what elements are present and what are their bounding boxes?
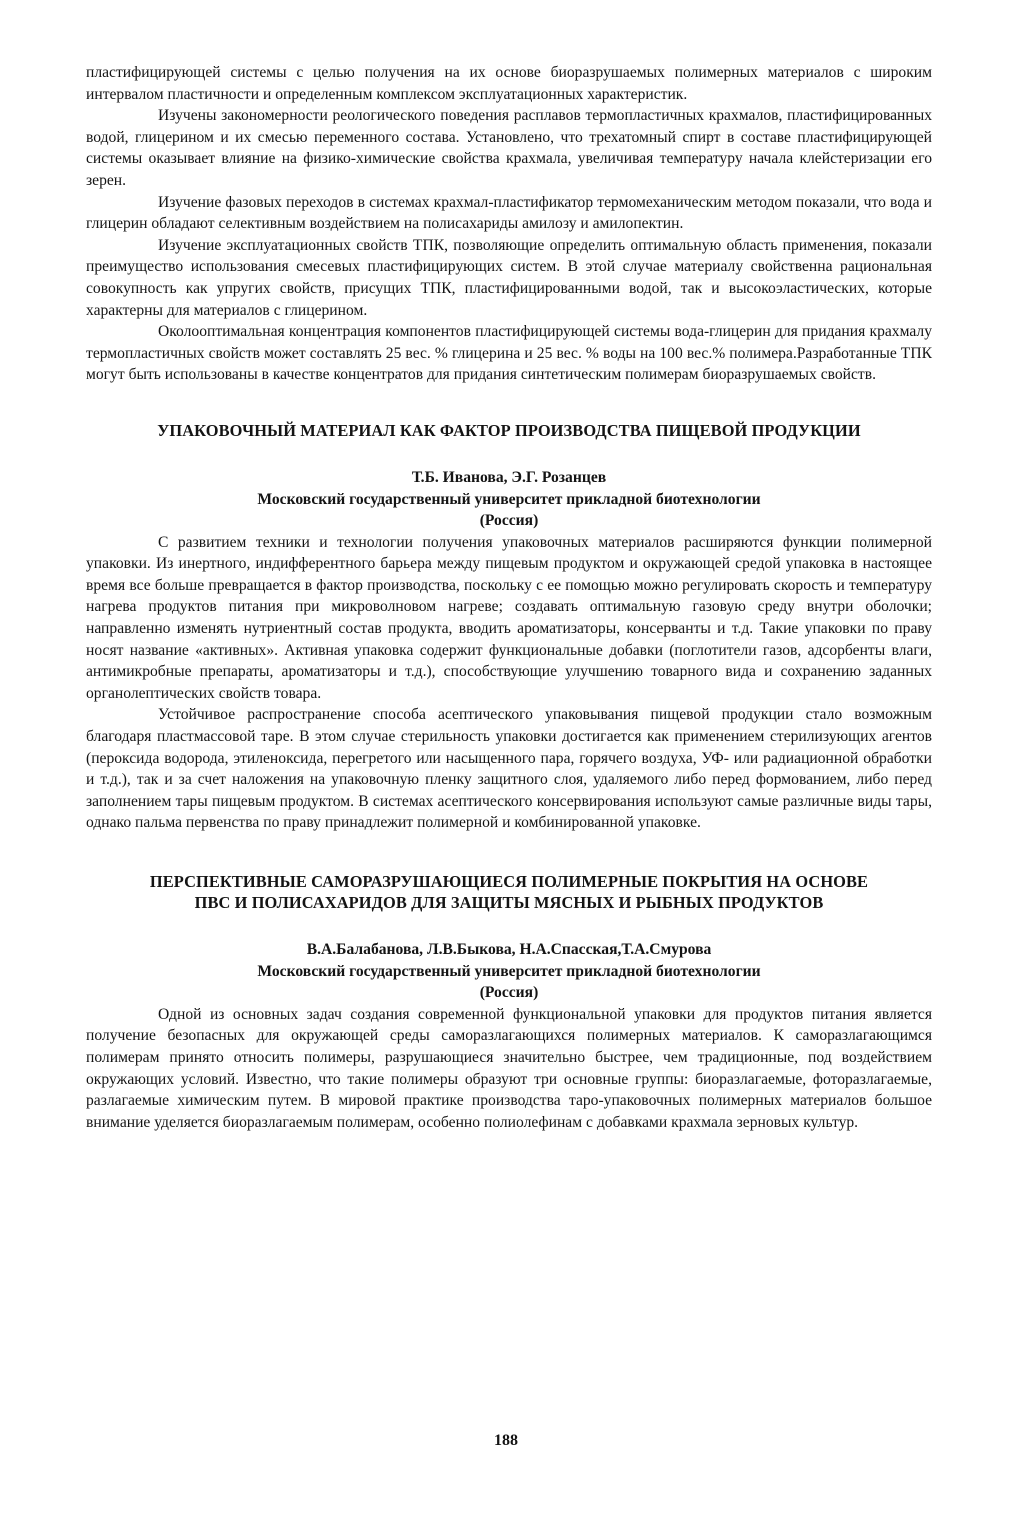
article-title: УПАКОВОЧНЫЙ МАТЕРИАЛ КАК ФАКТОР ПРОИЗВОДСТВА ПИЩЕВОЙ ПРОДУКЦИИ: [157, 420, 861, 440]
intro-paragraph-1: пластифицирующей системы с целью получения на их основе биоразрушаемых полимерных материалов с широким интервалом пластичности и определенным комплексом эксплуатационных характеристик.: [86, 64, 932, 103]
article-packaging: [86, 420, 932, 834]
article-authors-coatings: В.А.Балабанова, Л.В.Быкова, Н.А.Спасская,Т.А.Смурова: [306, 941, 712, 958]
article-paragraph-2: Устойчивое распространение способа асептического упаковывания пищевой продукции стало возможным благодаря пластмассовой таре. В этом случае стерильность упаковки достигается как применением стерилизующих агентов (пероксида водорода, этиленоксида, перегретого или насыщенного пара, горячего воздуха, УФ- или радиационной обработки и т.д.), так и за счет наложения на упаковочную пленку защитного слоя, удаляемого либо перед формованием, либо перед заполнением тары пищевым продуктом. В системах асептического консервирования используют самые различные виды тары, однако пальма первенства по праву принадлежит полимерной и комбинированной упаковке.: [86, 706, 932, 832]
page-content: [86, 62, 932, 1133]
intro-paragraph-3: Изучение фазовых переходов в системах крахмал-пластификатор термомеханическим методом показали, что вода и глицерин обладают селективным воздействием на полисахариды амилозу и амилопектин.: [86, 193, 932, 233]
article-paragraph-coatings: Одной из основных задач создания современной функциональной упаковки для продуктов питания является получение безопасных для окружающей среды саморазлагающихся полимерных материалов. К саморазлагающимся полимерам принято относить полимеры, разрушающиеся значительно быстрее, чем традиционные, под воздействием окружающих условий. Известно, что такие полимеры образуют три основные группы: биоразлагаемые, фоторазлагаемые, разлагаемые химическим путем. В мировой практике производства таро-упаковочных полимерных материалов большое внимание уделяется биоразлагаемым полимерам, особенно полиолефинам с добавками крахмала зерновых культур.: [86, 1005, 932, 1131]
article-paragraph-1: С развитием техники и технологии получения упаковочных материалов расширяются функции полимерной упаковки. Из инертного, индифферентного барьера между пищевым продуктом и окружающей средой упаковка в настоящее время все больше превращается в фактор производства, поскольку с ее помощью можно регулировать скорость и температуру нагрева продуктов питания при микроволновом нагреве; создавать оптимальную газовую среду внутри оболочки; направленно изменять нутриентный состав продукта, вводить ароматизаторы, консерванты и т.д. Такие упаковки по праву носят название «активных». Активная упаковка содержит функциональные добавки (поглотители газов, адсорбенты влаги, антимикробные препараты, ароматизаторы и т.д.), способствующие улучшению товарного вида и сохранению заданных органолептических свойств товара.: [86, 533, 932, 702]
article-title-line-2: ПВС И ПОЛИСАХАРИДОВ ДЛЯ ЗАЩИТЫ МЯСНЫХ И РЫБНЫХ ПРОДУКТОВ: [194, 893, 824, 912]
article-affiliation-coatings: Московский государственный университет прикладной биотехнологии: [257, 962, 761, 980]
article-authors: Т.Б. Иванова, Э.Г. Розанцев: [411, 468, 607, 486]
intro-paragraph-5: Околооптимальная концентрация компонентов пластифицирующей системы вода-глицерин для придания крахмалу термопластичных свойств может составлять 25 вес. % глицерина и 25 вес. % воды на 100 вес.% полимера.Разработанные ТПК могут быть использованы в качестве концентратов для придания синтетическим полимерам биоразрушаемых свойств.: [86, 323, 932, 384]
page-number: 188: [494, 1432, 518, 1449]
article-coatings: [86, 871, 932, 1133]
intro-paragraph-2: Изучены закономерности реологического поведения расплавов термопластичных крахмалов, пластифицированных водой, глицерином и их смесью переменного состава. Установлено, что трехатомный спирт в составе пластифицирующей системы оказывает влияние на физико-химические свойства крахмала, увеличивая температуру начала клейстеризации его зерен.: [86, 107, 932, 189]
article-country: (Россия): [479, 512, 539, 530]
intro-continuation: [86, 62, 932, 386]
article-country-coatings: (Россия): [479, 984, 539, 1002]
article-title-coatings: [86, 871, 932, 913]
article-affiliation: Московский государственный университет прикладной биотехнологии: [257, 490, 761, 508]
intro-paragraph-4: Изучение эксплуатационных свойств ТПК, позволяющие определить оптимальную область применения, показали преимущество использования смесевых пластифицирующих систем. В этой случае материалу свойственна рациональная совокупность как упругих свойств, присущих ТПК, пластифицированными водой, так и высокоэластических, которые характерны для материалов с глицерином.: [86, 236, 932, 319]
article-title-line-1: ПЕРСПЕКТИВНЫЕ САМОРАЗРУШАЮЩИЕСЯ ПОЛИМЕРНЫЕ ПОКРЫТИЯ НА ОСНОВЕ: [149, 872, 869, 891]
